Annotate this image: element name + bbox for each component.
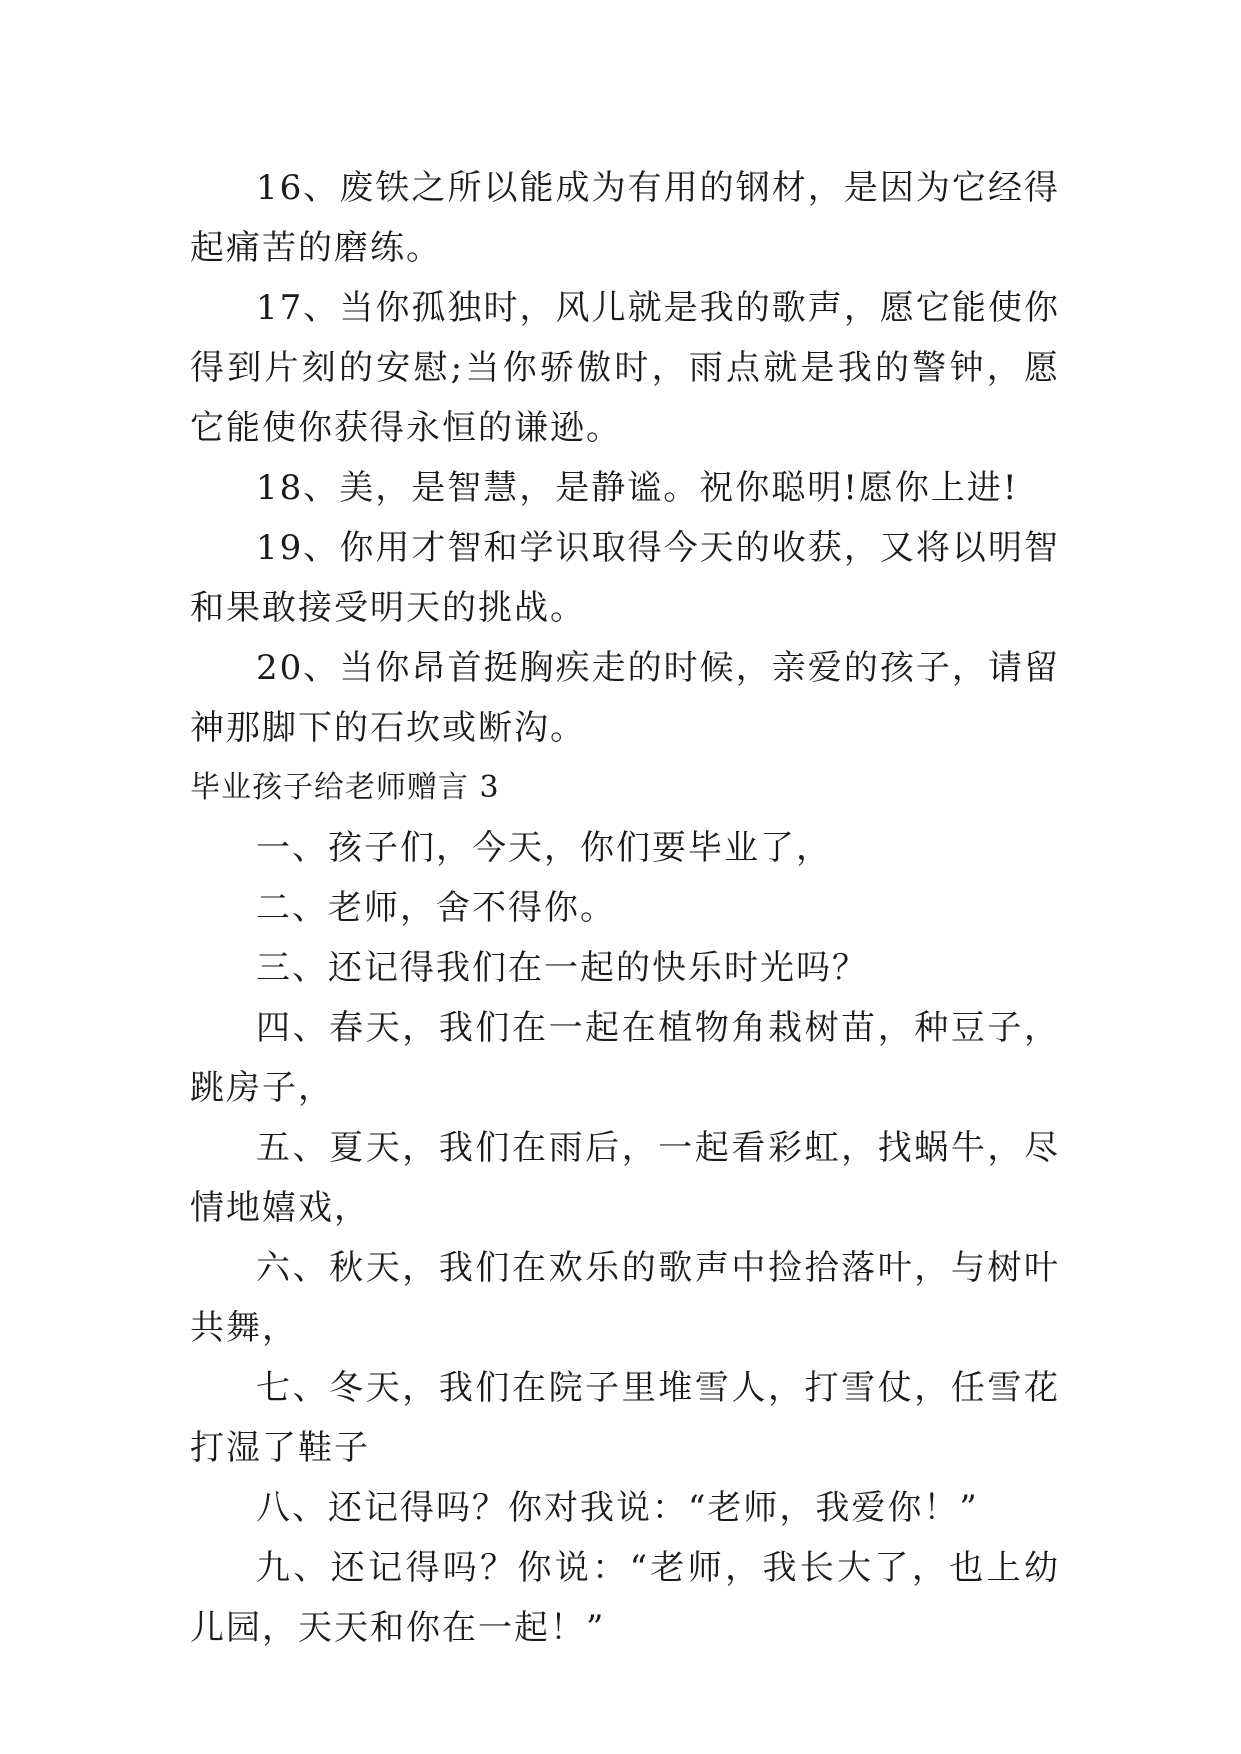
section-item-7: 七、冬天，我们在院子里堆雪人，打雪仗，任雪花打湿了鞋子 [190, 1368, 1060, 1468]
paragraph-16: 16、废铁之所以能成为有用的钢材，是因为它经得起痛苦的磨练。 [190, 168, 1060, 268]
section-item-8: 八、还记得吗？你对我说：“老师，我爱你！” [256, 1488, 979, 1528]
section-item-3: 三、还记得我们在一起的快乐时光吗？ [256, 948, 868, 988]
section-item-9: 九、还记得吗？你说：“老师，我长大了，也上幼儿园，天天和你在一起！” [190, 1548, 1060, 1648]
paragraph-20: 20、当你昂首挺胸疾走的时候，亲爱的孩子，请留神那脚下的石坎或断沟。 [190, 648, 1060, 748]
paragraph-19: 19、你用才智和学识取得今天的收获，又将以明智和果敢接受明天的挑战。 [190, 528, 1060, 628]
section-heading: 毕业孩子给老师赠言 3 [190, 770, 500, 805]
section-item-2: 二、老师，舍不得你。 [256, 888, 616, 928]
document-page [190, 158, 1060, 1658]
section-item-4: 四、春天，我们在一起在植物角栽树苗，种豆子，跳房子， [190, 1008, 1060, 1108]
section-item-1: 一、孩子们，今天，你们要毕业了， [256, 828, 832, 868]
paragraph-17: 17、当你孤独时，风儿就是我的歌声，愿它能使你得到片刻的安慰;当你骄傲时，雨点就是我的警钟，愿它能使你获得永恒的谦逊。 [190, 288, 1060, 448]
section-item-6: 六、秋天，我们在欢乐的歌声中捡拾落叶，与树叶共舞， [190, 1248, 1060, 1348]
paragraph-18: 18、美，是智慧，是静谧。祝你聪明!愿你上进! [256, 468, 1019, 508]
section-item-5: 五、夏天，我们在雨后，一起看彩虹，找蜗牛，尽情地嬉戏， [190, 1128, 1060, 1228]
